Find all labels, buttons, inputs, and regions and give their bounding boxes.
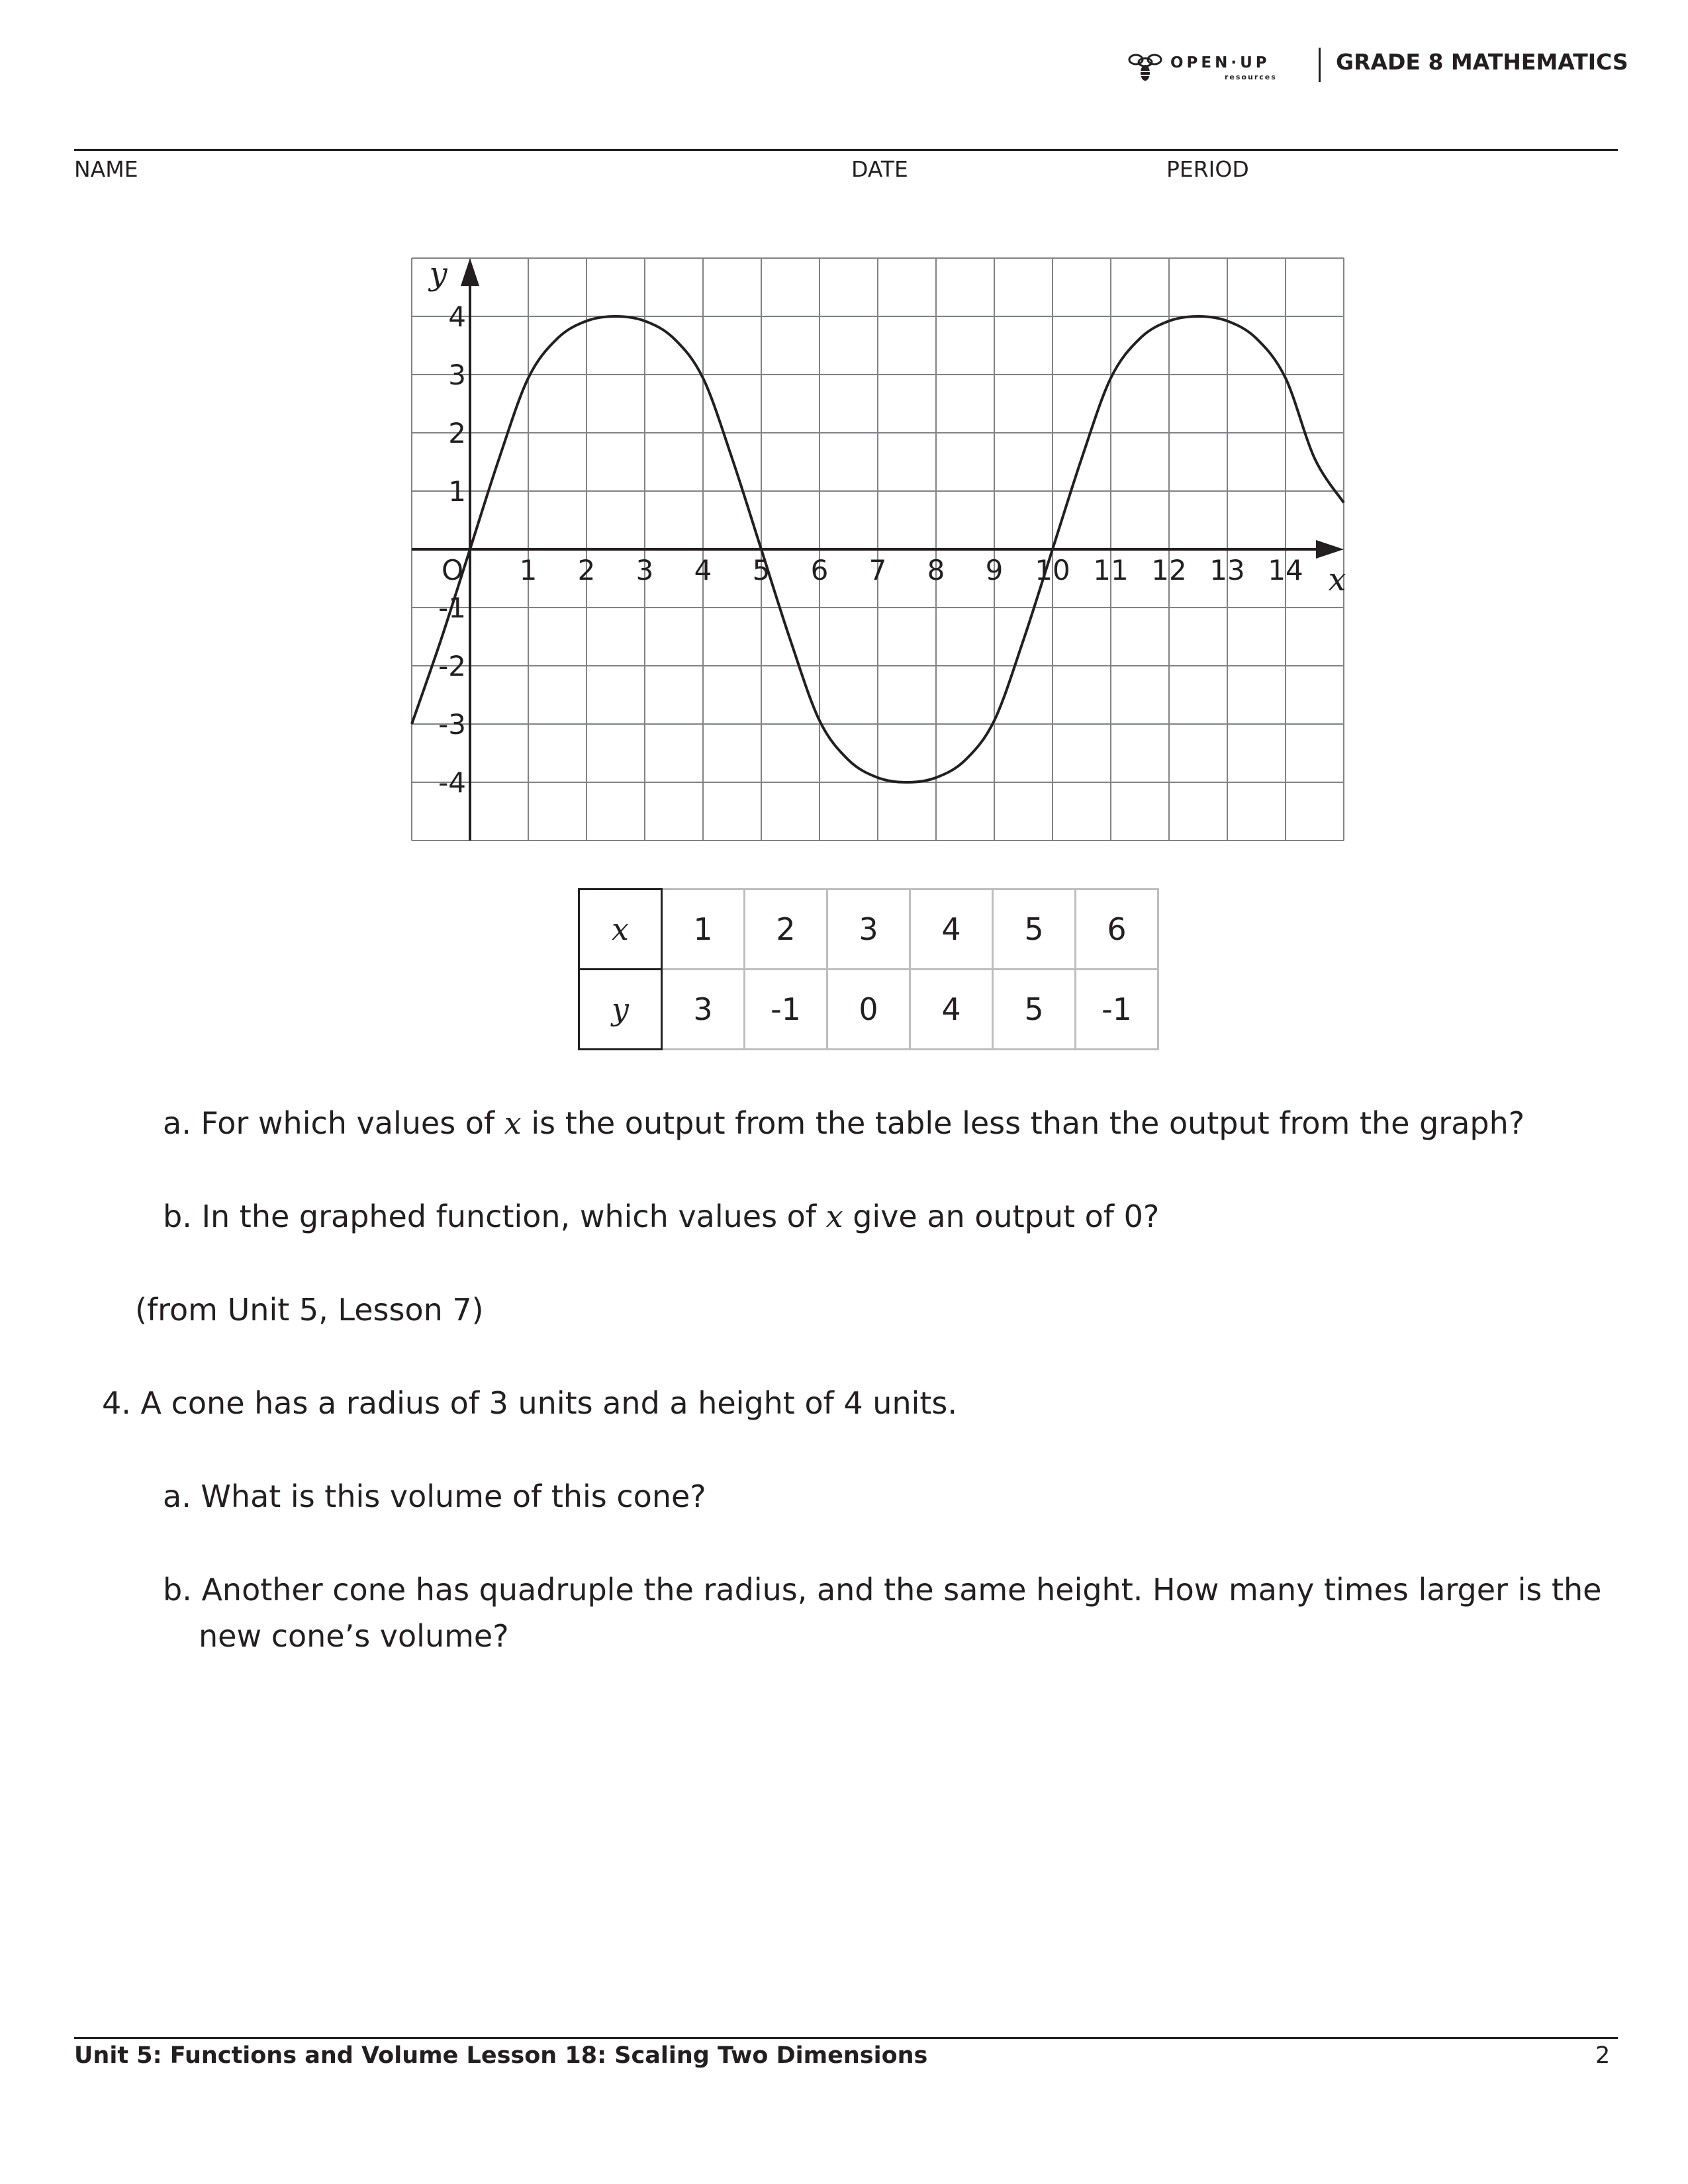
- question-text: b. In the graphed function, which values of: [163, 1199, 826, 1234]
- header-divider: [1319, 48, 1321, 82]
- x-tick-label: 14: [1268, 554, 1303, 586]
- question-text: is the output from the table less than the output from the graph?: [521, 1105, 1525, 1141]
- table-cell: 4: [910, 889, 993, 970]
- y-tick-label: -1: [438, 592, 466, 624]
- top-rule: [74, 149, 1618, 151]
- table-cell: 4: [910, 970, 993, 1050]
- table-cell: 5: [993, 970, 1076, 1050]
- question-text: a. For which values of: [163, 1105, 504, 1141]
- table-cell: 1: [662, 889, 745, 970]
- table-cell: 3: [827, 889, 910, 970]
- x-tick-label: 8: [927, 554, 945, 586]
- y-axis-label: y: [429, 255, 447, 293]
- y-tick-label: -4: [438, 766, 466, 799]
- values-table: [578, 888, 1159, 1050]
- x-tick-label: 12: [1151, 554, 1187, 586]
- x-tick-label: 10: [1035, 554, 1070, 586]
- name-label: NAME: [74, 156, 138, 182]
- logo-text: OPEN·UP: [1170, 54, 1270, 71]
- x-tick-label: 11: [1093, 554, 1129, 586]
- period-label: PERIOD: [1166, 156, 1249, 182]
- table-cell: -1: [1076, 970, 1158, 1050]
- table-row-x: [579, 889, 1158, 970]
- question-4a: a. What is this volume of this cone?: [163, 1479, 706, 1514]
- table-cell: 6: [1076, 889, 1158, 970]
- origin-label: O: [441, 554, 463, 586]
- open-up-logo: [1125, 48, 1297, 87]
- question-4b-line2: new cone’s volume?: [199, 1618, 509, 1654]
- table-cell: -1: [745, 970, 827, 1050]
- table-cell: 0: [827, 970, 910, 1050]
- bottom-rule: [74, 2037, 1618, 2039]
- y-tick-label: 3: [448, 359, 466, 391]
- variable: x: [504, 1105, 522, 1141]
- logo-subtext: resources: [1225, 73, 1277, 81]
- source-note: (from Unit 5, Lesson 7): [135, 1292, 484, 1328]
- grade-title: GRADE 8 MATHEMATICS: [1336, 49, 1628, 75]
- x-tick-label: 5: [752, 554, 771, 586]
- x-tick-label: 4: [694, 554, 712, 586]
- y-tick-label: 1: [448, 475, 466, 508]
- question-3b: [163, 1193, 1159, 1240]
- y-tick-label: 2: [448, 417, 466, 449]
- x-tick-label: 2: [577, 554, 596, 586]
- x-tick-label: 3: [635, 554, 654, 586]
- question-4b-line1: b. Another cone has quadruple the radius, and the same height. How many times larger is the: [163, 1572, 1602, 1608]
- x-tick-label: 7: [868, 554, 887, 586]
- table-cell: 2: [745, 889, 827, 970]
- y-tick-label: 4: [448, 300, 466, 333]
- table-cell: 3: [662, 970, 745, 1050]
- x-axis-arrow: [1316, 540, 1344, 559]
- bee-icon: [1125, 48, 1165, 87]
- table-header-x: x: [579, 889, 662, 970]
- y-axis-arrow: [461, 258, 479, 286]
- question-3a: [163, 1100, 1524, 1146]
- x-tick-label: 9: [985, 554, 1004, 586]
- y-tick-label: -2: [438, 650, 466, 682]
- footer-title: Unit 5: Functions and Volume Lesson 18: Scaling Two Dimensions: [74, 2042, 928, 2069]
- function-graph: [397, 251, 1350, 847]
- question-text: give an output of 0?: [843, 1199, 1160, 1234]
- table-row-y: [579, 970, 1158, 1050]
- page-number: 2: [1595, 2042, 1611, 2069]
- x-tick-label: 1: [519, 554, 538, 586]
- question-4: 4. A cone has a radius of 3 units and a height of 4 units.: [102, 1385, 958, 1421]
- x-tick-label: 6: [810, 554, 829, 586]
- variable: x: [825, 1199, 843, 1234]
- x-tick-label: 13: [1209, 554, 1245, 586]
- table-cell: 5: [993, 889, 1076, 970]
- date-label: DATE: [851, 156, 908, 182]
- table-header-y: y: [579, 970, 662, 1050]
- x-axis-label: x: [1328, 561, 1346, 598]
- y-tick-label: -3: [438, 708, 466, 741]
